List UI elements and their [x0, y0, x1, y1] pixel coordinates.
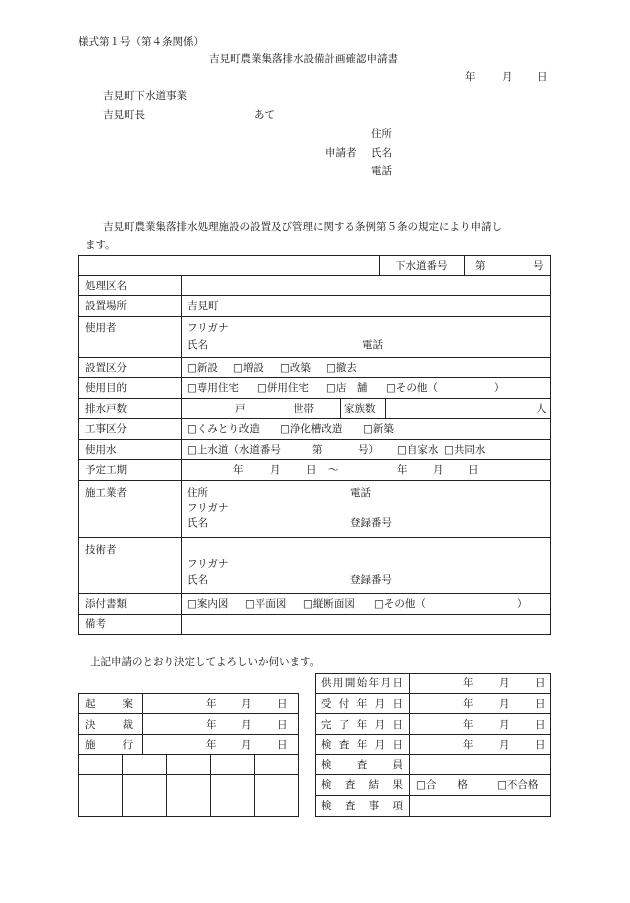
approval-date-year: 年	[206, 698, 217, 710]
contractor-furigana: フリガナ	[187, 502, 229, 514]
contractor-reg-number: 登録番号	[350, 517, 392, 529]
inspection-date-month: 月	[499, 719, 510, 731]
inspection-date-year: 年	[463, 677, 474, 689]
install-type-label: 設置区分	[85, 362, 127, 374]
inspection-date-year: 年	[463, 719, 474, 731]
inspection-row-label	[321, 720, 403, 731]
work-type-new-build[interactable]: □新築	[363, 423, 394, 435]
water-number-suffix: 号）	[358, 444, 379, 456]
schedule-end-year: 年	[397, 464, 408, 476]
inspection-row-label	[321, 740, 403, 751]
schedule-start-day: 日	[306, 464, 317, 476]
approval-date-day: 日	[277, 698, 288, 710]
inspection-row-label-char: 年	[356, 698, 368, 710]
remarks-label: 備考	[85, 618, 106, 630]
inspection-row-label-char: 結	[368, 779, 380, 791]
inspection-date-month: 月	[499, 739, 510, 751]
contractor-label: 施工業者	[85, 487, 127, 499]
attachments-label: 添付書類	[85, 598, 127, 610]
user-label: 使用者	[85, 322, 117, 334]
inspection-row-label-char: 年	[368, 677, 380, 689]
attachment-section-plan[interactable]: □縦断面図	[303, 598, 355, 610]
approval-date-month: 月	[241, 698, 252, 710]
inspection-result-fail[interactable]: □不合格	[497, 779, 539, 791]
purpose-store[interactable]: □店 舗	[326, 382, 368, 394]
inspection-row-label-char: 月	[374, 719, 386, 731]
inspection-row-label-char: 日	[392, 739, 403, 751]
sewer-number-prefix: 第	[475, 260, 486, 272]
inspection-row-label-char: 日	[392, 677, 403, 689]
user-phone: 電話	[362, 339, 383, 351]
purpose-label: 使用目的	[85, 382, 127, 394]
inspection-row-label-char: 用	[332, 677, 344, 689]
attachment-guide-map[interactable]: □案内図	[187, 598, 229, 610]
intro-text-line2: ます。	[85, 239, 116, 251]
inspection-row-label-char: 検	[321, 779, 332, 791]
user-name: 氏名	[187, 339, 208, 351]
schedule-tilde: ～	[328, 464, 339, 476]
inspection-row-label-char: 月	[380, 677, 392, 689]
engineer-reg-number: 登録番号	[350, 574, 392, 586]
inspection-date-year: 年	[463, 739, 474, 751]
inspection-row-label-char: 査	[344, 800, 356, 812]
inspection-row-label-char: 年	[356, 739, 368, 751]
households-unit: 戸	[235, 403, 246, 415]
inspection-result-pass[interactable]: □合 格	[416, 779, 468, 791]
user-furigana: フリガナ	[187, 322, 229, 334]
inspection-row-label	[321, 780, 403, 791]
water-public-supply[interactable]: □上水道（水道番号	[187, 444, 281, 456]
attachment-other[interactable]: □その他（	[374, 598, 426, 610]
inspection-row-label-char: 開	[344, 677, 356, 689]
page-title: 吉見町農業集落排水設備計画確認申請書	[209, 53, 398, 65]
family-count-label: 家族数	[344, 403, 376, 415]
form-number: 様式第１号（第４条関係）	[78, 36, 204, 48]
inspection-date-year: 年	[463, 698, 474, 710]
location-value: 吉見町	[187, 300, 219, 312]
purpose-other[interactable]: □その他（	[386, 382, 438, 394]
engineer-furigana: フリガナ	[187, 558, 229, 570]
location-label: 設置場所	[85, 300, 127, 312]
contractor-address: 住所	[187, 487, 208, 499]
inspection-row-label-char: 事	[368, 800, 380, 812]
inspection-date-day: 日	[535, 698, 546, 710]
inspection-row-label-char: 項	[392, 800, 403, 812]
inspection-row-label-char: 月	[374, 698, 386, 710]
inspection-row-label	[321, 801, 403, 812]
approval-date-month: 月	[241, 719, 252, 731]
inspection-row-label-char: 員	[392, 759, 403, 771]
contractor-name: 氏名	[187, 517, 208, 529]
water-shared[interactable]: □共同水	[444, 444, 486, 456]
applicant-phone-label: 電話	[371, 165, 392, 177]
schedule-end-day: 日	[468, 464, 479, 476]
intro-text-line1: 吉見町農業集落排水処理施設の設置及び管理に関する条例第５条の規定により申請し	[103, 221, 502, 233]
inspection-row-label-char: 月	[374, 739, 386, 751]
contractor-phone: 電話	[350, 487, 371, 499]
inspection-row-label-char: 了	[338, 719, 350, 731]
approval-date-year: 年	[206, 719, 217, 731]
work-type-septic-conversion[interactable]: □浄化槽改造	[280, 423, 343, 435]
schedule-end-month: 月	[433, 464, 444, 476]
family-count-unit: 人	[536, 403, 547, 415]
approval-row-label-char: 裁	[122, 719, 133, 731]
households-label: 排水戸数	[85, 403, 127, 415]
approval-row-label-char: 決	[85, 719, 96, 731]
approval-row-label-char: 起	[85, 698, 96, 710]
applicant-address-label: 住所	[371, 128, 392, 140]
inspection-row-label-char: 受	[321, 698, 332, 710]
water-private[interactable]: □自家水	[397, 444, 439, 456]
inspection-date-day: 日	[535, 719, 546, 731]
approval-row-label-char: 行	[122, 739, 133, 751]
addressee-line2: 吉見町長	[103, 109, 145, 121]
households-family-unit: 世帯	[293, 403, 314, 415]
date-month: 月	[502, 71, 513, 83]
inspection-row-label	[321, 760, 403, 771]
schedule-start-year: 年	[233, 464, 244, 476]
inspection-date-month: 月	[499, 698, 510, 710]
inspection-row-label-char: 始	[356, 677, 368, 689]
install-type-new[interactable]: □新設	[187, 362, 218, 374]
attachment-other-close: ）	[517, 598, 528, 610]
approval-row-label-char: 案	[122, 698, 133, 710]
approval-date-day: 日	[277, 739, 288, 751]
approval-date-month: 月	[241, 739, 252, 751]
addressee-line1: 吉見町下水道事業	[103, 90, 187, 102]
inspection-row-label	[321, 678, 403, 689]
inspection-date-day: 日	[535, 677, 546, 689]
attachment-floor-plan[interactable]: □平面図	[245, 598, 287, 610]
treatment-area-label: 処理区名	[85, 280, 127, 292]
date-day: 日	[537, 71, 548, 83]
inspection-row-label-char: 完	[321, 719, 332, 731]
water-number-prefix: 第	[312, 444, 323, 456]
water-label: 使用水	[85, 444, 117, 456]
engineer-name: 氏名	[187, 574, 208, 586]
approval-date-day: 日	[277, 719, 288, 731]
inspection-row-label-char: 検	[321, 739, 332, 751]
install-type-extension[interactable]: □増設	[233, 362, 264, 374]
approval-row-label-char: 施	[85, 739, 96, 751]
sewer-number-suffix: 号	[533, 260, 544, 272]
sewer-number-label: 下水道番号	[395, 260, 448, 272]
date-year: 年	[465, 71, 476, 83]
schedule-label: 予定工期	[85, 464, 127, 476]
inspection-row-label-char: 査	[344, 779, 356, 791]
install-type-renovation[interactable]: □改築	[280, 362, 311, 374]
install-type-removal[interactable]: □撤去	[326, 362, 357, 374]
inspection-row-label-char: 日	[392, 719, 403, 731]
inspection-row-label-char: 査	[338, 739, 350, 751]
addressee-suffix: あて	[254, 109, 275, 121]
approval-date-year: 年	[206, 739, 217, 751]
engineer-label: 技術者	[85, 544, 117, 556]
inspection-date-month: 月	[499, 677, 510, 689]
applicant-name-label: 氏名	[371, 147, 392, 159]
decision-text: 上記申請のとおり決定してよろしいか伺います。	[90, 656, 321, 668]
purpose-other-close: ）	[494, 382, 505, 394]
inspection-row-label-char: 日	[392, 698, 403, 710]
schedule-start-month: 月	[270, 464, 281, 476]
inspection-row-label-char: 果	[392, 779, 403, 791]
inspection-row-label-char: 年	[356, 719, 368, 731]
purpose-exclusive-residence[interactable]: □専用住宅	[187, 382, 239, 394]
applicant-label: 申請者	[325, 147, 357, 159]
inspection-row-label-char: 査	[356, 759, 368, 771]
purpose-combined-residence[interactable]: □併用住宅	[257, 382, 309, 394]
inspection-row-label-char: 検	[321, 759, 332, 771]
inspection-row-label-char: 検	[321, 800, 332, 812]
inspection-row-label-char: 付	[338, 698, 350, 710]
work-type-pit-conversion[interactable]: □くみとり改造	[187, 423, 260, 435]
inspection-row-label-char: 供	[321, 677, 332, 689]
work-type-label: 工事区分	[85, 423, 127, 435]
inspection-date-day: 日	[535, 739, 546, 751]
inspection-row-label	[321, 699, 403, 710]
